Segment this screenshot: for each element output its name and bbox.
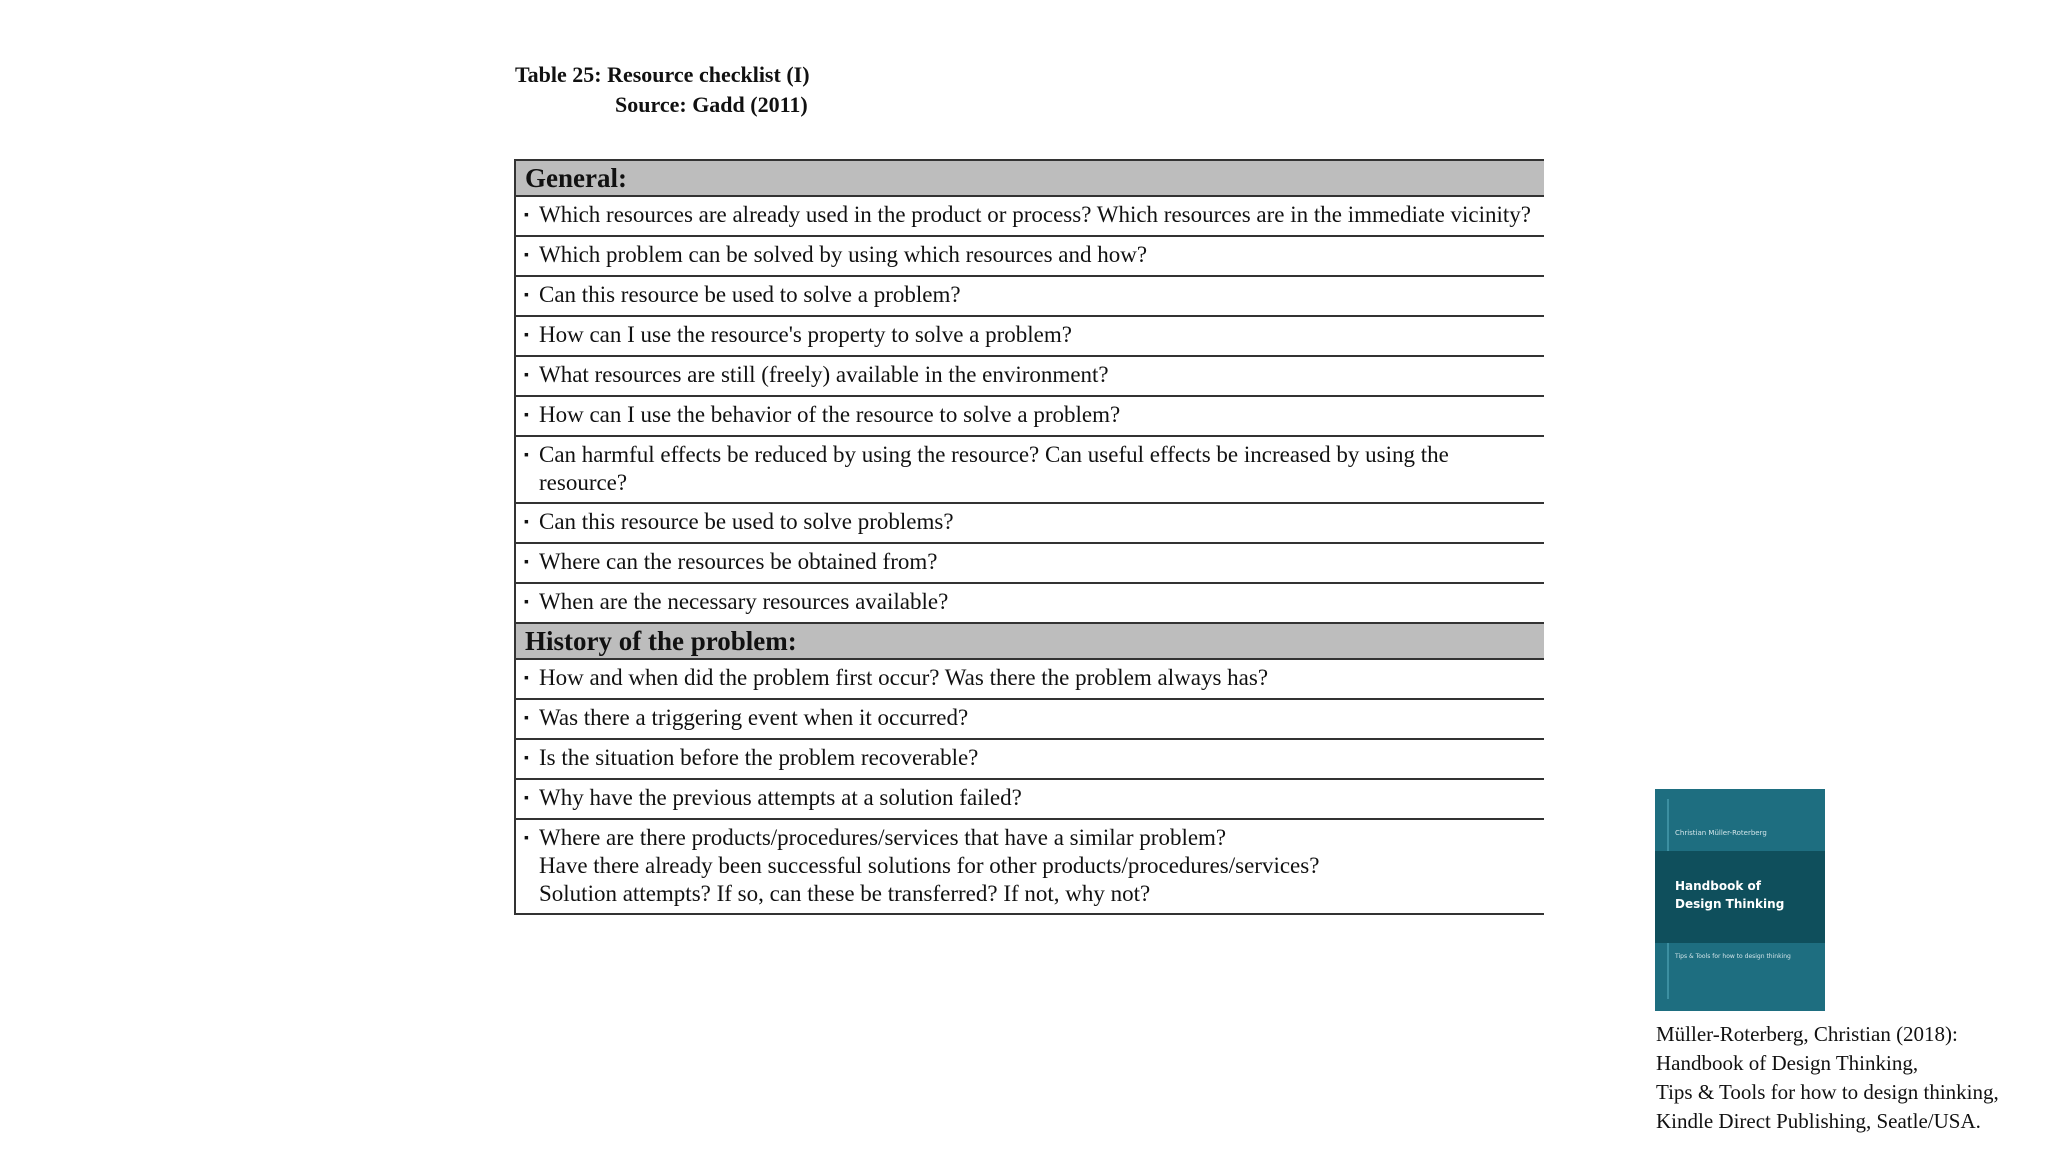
table-source: Source: Gadd (2011) [615,92,808,117]
checklist-cell [515,779,1544,819]
checklist-item [524,548,1536,577]
checklist-row [515,583,1544,623]
bullet-icon: ▪ [524,555,529,570]
bullet-icon: ▪ [524,248,529,263]
checklist-item [524,588,1536,617]
checklist-cell [515,819,1544,914]
checklist-cell [515,543,1544,583]
checklist-cell [515,659,1544,699]
bullet-icon: ▪ [524,751,529,766]
checklist-row [515,699,1544,739]
bullet-icon: ▪ [524,831,529,846]
bullet-icon: ▪ [524,408,529,423]
section-heading: General: [515,160,1544,196]
bullet-icon: ▪ [524,595,529,610]
bullet-icon: ▪ [524,328,529,343]
bullet-icon: ▪ [524,288,529,303]
checklist-row [515,543,1544,583]
checklist-item [524,704,1536,733]
checklist-cell [515,196,1544,236]
reference-line-4: Kindle Direct Publishing, Seatle/USA. [1656,1109,1981,1133]
bullet-icon: ▪ [524,368,529,383]
checklist-item [524,401,1536,430]
checklist-row [515,779,1544,819]
reference-line-1: Müller-Roterberg, Christian (2018): [1656,1022,1958,1046]
checklist-body [515,160,1544,914]
checklist-question: Where are there products/procedures/services that have a similar problem? Have there already been successful solutions for other products/procedures/services? Solution attempts? If so, can these be transferred? If not, why not? [539,825,1320,906]
checklist-item [524,321,1536,350]
checklist-question: What resources are still (freely) available in the environment? [539,362,1109,387]
checklist-item [524,361,1536,390]
checklist-row [515,236,1544,276]
table-caption [515,60,810,120]
book-cover-title-line2: Design Thinking [1675,897,1785,911]
checklist-cell [515,436,1544,503]
checklist-cell [515,356,1544,396]
checklist-cell [515,316,1544,356]
checklist-question: Can this resource be used to solve a problem? [539,282,961,307]
checklist-question: Was there a triggering event when it occurred? [539,705,969,730]
checklist-question: Can harmful effects be reduced by using the resource? Can useful effects be increased by using the resource? [539,442,1449,495]
reference-line-2: Handbook of Design Thinking, [1656,1051,1919,1075]
checklist-item [524,201,1536,230]
checklist-row [515,436,1544,503]
book-reference [1656,1020,1999,1136]
bullet-icon: ▪ [524,711,529,726]
checklist-row [515,196,1544,236]
bullet-icon: ▪ [524,448,529,463]
checklist-row [515,356,1544,396]
checklist-item [524,508,1536,537]
checklist-row [515,316,1544,356]
section-header-row [515,623,1544,659]
book-cover-author: Christian Müller-Roterberg [1675,829,1767,837]
checklist-row [515,503,1544,543]
checklist-item [524,744,1536,773]
section-header-row [515,160,1544,196]
checklist-row [515,659,1544,699]
checklist-question: Why have the previous attempts at a solution failed? [539,785,1022,810]
bullet-icon: ▪ [524,671,529,686]
book-cover-title-line1: Handbook of [1675,879,1761,893]
checklist-item [524,784,1536,813]
checklist-question: How can I use the behavior of the resource to solve a problem? [539,402,1121,427]
section-heading: History of the problem: [515,623,1544,659]
book-cover-image [1655,789,1825,1011]
checklist-question: Which problem can be solved by using which resources and how? [539,242,1148,267]
checklist-question: How can I use the resource's property to solve a problem? [539,322,1072,347]
checklist-question: When are the necessary resources available? [539,589,949,614]
checklist-cell [515,699,1544,739]
checklist-item [524,664,1536,693]
bullet-icon: ▪ [524,208,529,223]
reference-line-3: Tips & Tools for how to design thinking, [1656,1080,1999,1104]
resource-checklist-table [514,159,1544,915]
checklist-cell [515,503,1544,543]
checklist-cell [515,276,1544,316]
checklist-row [515,396,1544,436]
checklist-item [524,281,1536,310]
checklist-item [524,824,1536,908]
checklist-item [524,441,1536,497]
table-title: Table 25: Resource checklist (I) [515,62,810,87]
checklist-question: Where can the resources be obtained from? [539,549,938,574]
checklist-row [515,276,1544,316]
checklist-item [524,241,1536,270]
bullet-icon: ▪ [524,515,529,530]
checklist-row [515,739,1544,779]
book-cover-title [1675,877,1784,913]
checklist-question: Can this resource be used to solve problems? [539,509,954,534]
checklist-cell [515,236,1544,276]
checklist-question: Which resources are already used in the product or process? Which resources are in the immediate vicinity? [539,202,1532,227]
checklist-question: Is the situation before the problem recoverable? [539,745,979,770]
bullet-icon: ▪ [524,791,529,806]
checklist-row [515,819,1544,914]
checklist-question: How and when did the problem first occur? Was there the problem always has? [539,665,1269,690]
checklist-cell [515,396,1544,436]
checklist-cell [515,583,1544,623]
checklist-cell [515,739,1544,779]
book-cover-subtitle: Tips & Tools for how to design thinking [1675,953,1791,960]
